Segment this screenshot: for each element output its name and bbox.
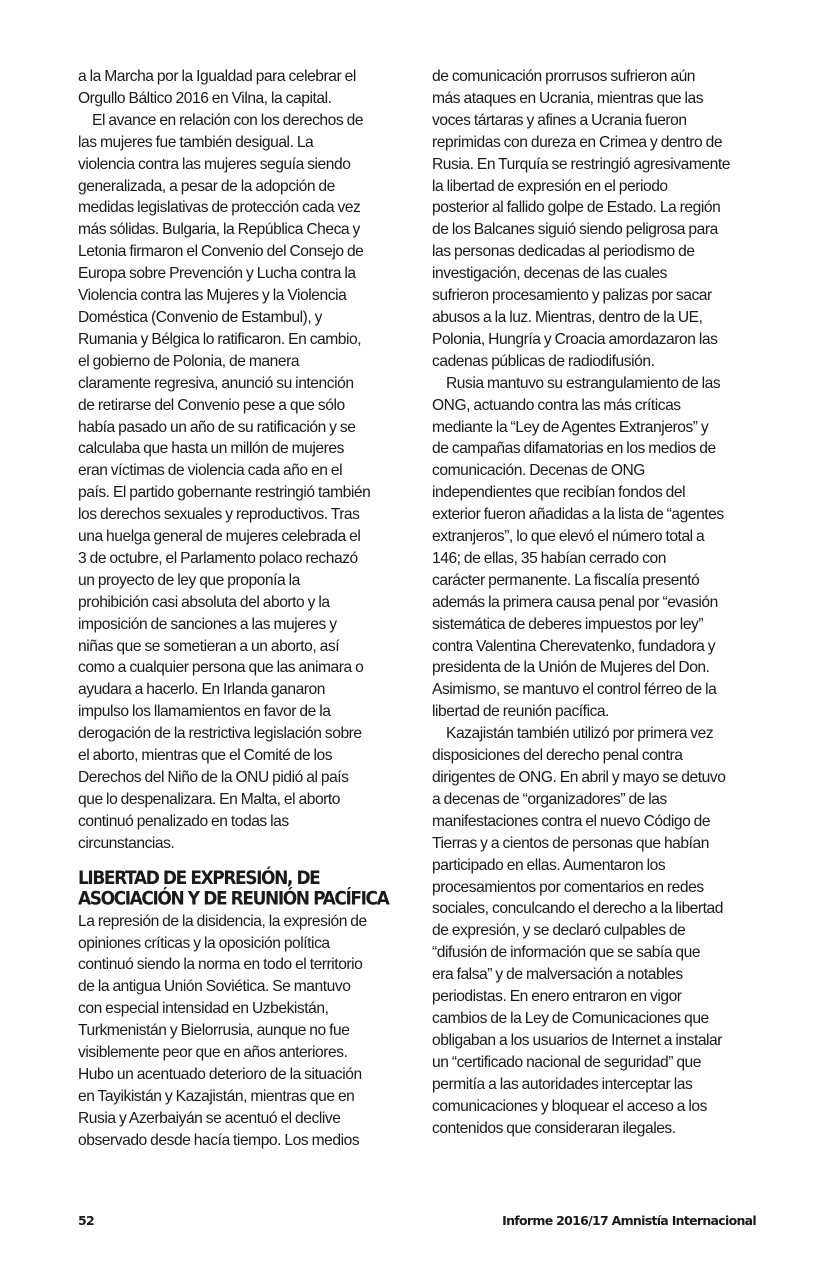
text-line: calculaba que hasta un millón de mujeres [78,440,344,458]
text-line: a la Marcha por la Igualdad para celebrar el [78,68,356,85]
text-line: cambios de la Ley de Comunicaciones que [432,1009,709,1027]
text-line: permitía a las autoridades interceptar las [432,1075,693,1093]
text-line: Polonia, Hungría y Croacia amordazaron las [432,330,718,348]
paragraph [78,110,403,855]
text-line: eran víctimas de violencia cada año en el [78,462,343,480]
text-line: continuó penalizado en todas las [78,812,289,830]
text-line: generalizada, a pesar de la adopción de [78,177,335,195]
text-line: violencia contra las mujeres seguía siendo [78,155,351,173]
text-line: las personas dedicadas al periodismo de [432,243,695,261]
text-line: Orgullo Báltico 2016 en Vilna, la capital. [78,89,332,107]
text-line: además la primera causa penal por “evasión [432,593,718,611]
text-line: El avance en relación con los derechos de [92,111,364,129]
left-column [78,66,403,1152]
text-line: Turkmenistán y Bielorrusia, aunque no fue [78,1022,350,1040]
text-line: de la antigua Unión Soviética. Se mantuvo [78,978,351,996]
text-line: La represión de la disidencia, la expresión de [78,912,367,930]
right-column [432,66,757,1139]
text-line: Hubo un acentuado deterioro de la situación [78,1065,362,1083]
text-line: una huelga general de mujeres celebrada el [78,528,361,546]
text-line: 3 de octubre, el Parlamento polaco rechazó [78,549,358,567]
text-line: contenidos que consideraran ilegales. [432,1119,676,1137]
text-line: de los Balcanes siguió siendo peligrosa para [432,221,718,239]
text-line: comunicación. Decenas de ONG [432,462,645,480]
text-line: sistemática de deberes impuestos por ley” [432,615,704,633]
text-line: más sólidas. Bulgaria, la República Checa y [78,221,360,239]
text-line: cadenas públicas de radiodifusión. [432,352,655,370]
text-line: Derechos del Niño de la ONU pidió al país [78,769,349,786]
text-line: de expresión, y se declaró culpables de [432,922,686,940]
text-line: posterior al fallido golpe de Estado. La región [432,199,721,217]
text-line: Violencia contra las Mujeres y la Violencia [78,287,347,305]
text-line: Rusia y Azerbaiyán se acentuó el declive [78,1109,341,1127]
text-line: sufrieron procesamiento y palizas por sacar [432,287,712,305]
paragraph [432,373,757,724]
text-line: circunstancias. [78,834,175,852]
text-line: reprimidas con dureza en Crimea y dentro de [432,133,723,151]
text-line: con especial intensidad en Uzbekistán, [78,1000,329,1018]
text-line: un “certificado nacional de seguridad” que [432,1053,702,1071]
text-line: Rusia. En Turquía se restringió agresivamente [432,155,730,173]
text-line: carácter permanente. La fiscalía presentó [432,571,700,589]
text-line: la libertad de expresión en el periodo [432,177,668,195]
text-line: ASOCIACIÓN Y DE REUNIÓN PACÍFICA [78,888,389,910]
text-line: abusos a la luz. Mientras, dentro de la UE, [432,308,703,326]
text-line: el aborto, mientras que el Comité de los [78,747,333,765]
text-line: extranjeros”, lo que elevó el número total a [432,528,705,546]
text-line: obligaban a los usuarios de Internet a instalar [432,1031,723,1049]
text-line: 146; de ellas, 35 habían cerrado con [432,549,666,567]
text-line: Asimismo, se mantuvo el control férreo de la [432,681,717,699]
text-line: ayudara a hacerlo. En Irlanda ganaron [78,681,325,699]
text-line: de campañas difamatorias en los medios de [432,440,716,458]
text-line: era falsa” y de malversación a notables [432,966,683,984]
text-line: las mujeres fue también desigual. La [78,133,314,151]
text-line: continuó siendo la norma en todo el territorio [78,956,363,974]
text-line: Rumania y Bélgica lo ratificaron. En cambio, [78,330,362,348]
text-line: observado desde hacía tiempo. Los medios [78,1131,360,1149]
text-line: mediante la “Ley de Agentes Extranjeros” y [432,418,709,436]
text-line: país. El partido gobernante restringió también [78,484,371,502]
text-line: ONG, actuando contra las más críticas [432,396,681,414]
text-line: Tierras y a cientos de personas que habían [432,834,709,852]
text-line: claramente regresiva, anunció su intención [78,374,354,392]
text-line: como a cualquier persona que las animara o [78,659,364,677]
text-line: de comunicación prorrusos sufrieron aún [432,68,696,85]
text-line: voces tártaras y afines a Ucrania fueron [432,111,687,129]
text-line: impulso los llamamientos en favor de la [78,703,331,721]
text-line: prohibición casi absoluta del aborto y la [78,593,330,611]
text-line: medidas legislativas de protección cada vez [78,199,361,217]
text-line: contra Valentina Cherevatenko, fundadora y [432,637,716,655]
text-line: que lo despenalizara. En Malta, el aborto [78,790,341,808]
text-line: participado en ellas. Aumentaron los [432,856,666,874]
text-line: había pasado un año de su ratificación y se [78,418,356,436]
text-line: niñas que se sometieran a un aborto, así [78,637,340,655]
text-line: presidenta de la Unión de Mujeres del Don. [432,659,710,677]
text-line: LIBERTAD DE EXPRESIÓN, DE [78,867,320,890]
section-heading [78,869,403,910]
text-line: visiblemente peor que en años anteriores. [78,1044,348,1062]
text-line: “difusión de información que se sabía que [432,944,701,962]
text-line: opiniones críticas y la oposición política [78,934,330,952]
text-line: más ataques en Ucrania, mientras que las [432,89,704,107]
text-line: sociales, conculcando el derecho a la libertad [432,900,723,918]
text-line: a decenas de “organizadores” de las [432,790,667,808]
text-line: investigación, decenas de las cuales [432,265,667,283]
text-line: imposición de sanciones a las mujeres y [78,615,337,633]
text-line: periodistas. En enero entraron en vigor [432,988,682,1006]
text-line: dirigentes de ONG. En abril y mayo se detuvo [432,769,726,786]
text-line: comunicaciones y bloquear el acceso a los [432,1097,707,1115]
text-line: en Tayikistán y Kazajistán, mientras que en [78,1087,355,1105]
text-line: derogación de la restrictiva legislación sobre [78,725,362,743]
report-title: Informe 2016/17 Amnistía Internacional [502,1213,756,1228]
text-line: disposiciones del derecho penal contra [432,747,683,765]
text-line: Kazajistán también utilizó por primera vez [446,725,714,743]
text-line: los derechos sexuales y reproductivos. Tras [78,506,360,524]
text-line: un proyecto de ley que proponía la [78,571,300,589]
text-line: procesamientos por comentarios en redes [432,878,704,896]
text-line: libertad de reunión pacífica. [432,703,610,721]
text-line: exterior fueron añadidas a la lista de “agentes [432,506,724,524]
text-line: el gobierno de Polonia, de manera [78,352,300,370]
text-line: manifestaciones contra el nuevo Código de [432,812,711,830]
page-number: 52 [78,1213,94,1228]
paragraph [78,66,403,110]
text-line: Letonia firmaron el Convenio del Consejo de [78,243,364,261]
text-line: de retirarse del Convenio pese a que sólo [78,396,345,414]
paragraph [432,66,757,373]
paragraph [78,911,403,1152]
text-line: Europa sobre Prevención y Lucha contra la [78,265,356,283]
text-line: Rusia mantuvo su estrangulamiento de las [446,374,721,392]
text-line: independientes que recibían fondos del [432,484,686,502]
paragraph [432,723,757,1139]
text-line: Doméstica (Convenio de Estambul), y [78,308,322,326]
